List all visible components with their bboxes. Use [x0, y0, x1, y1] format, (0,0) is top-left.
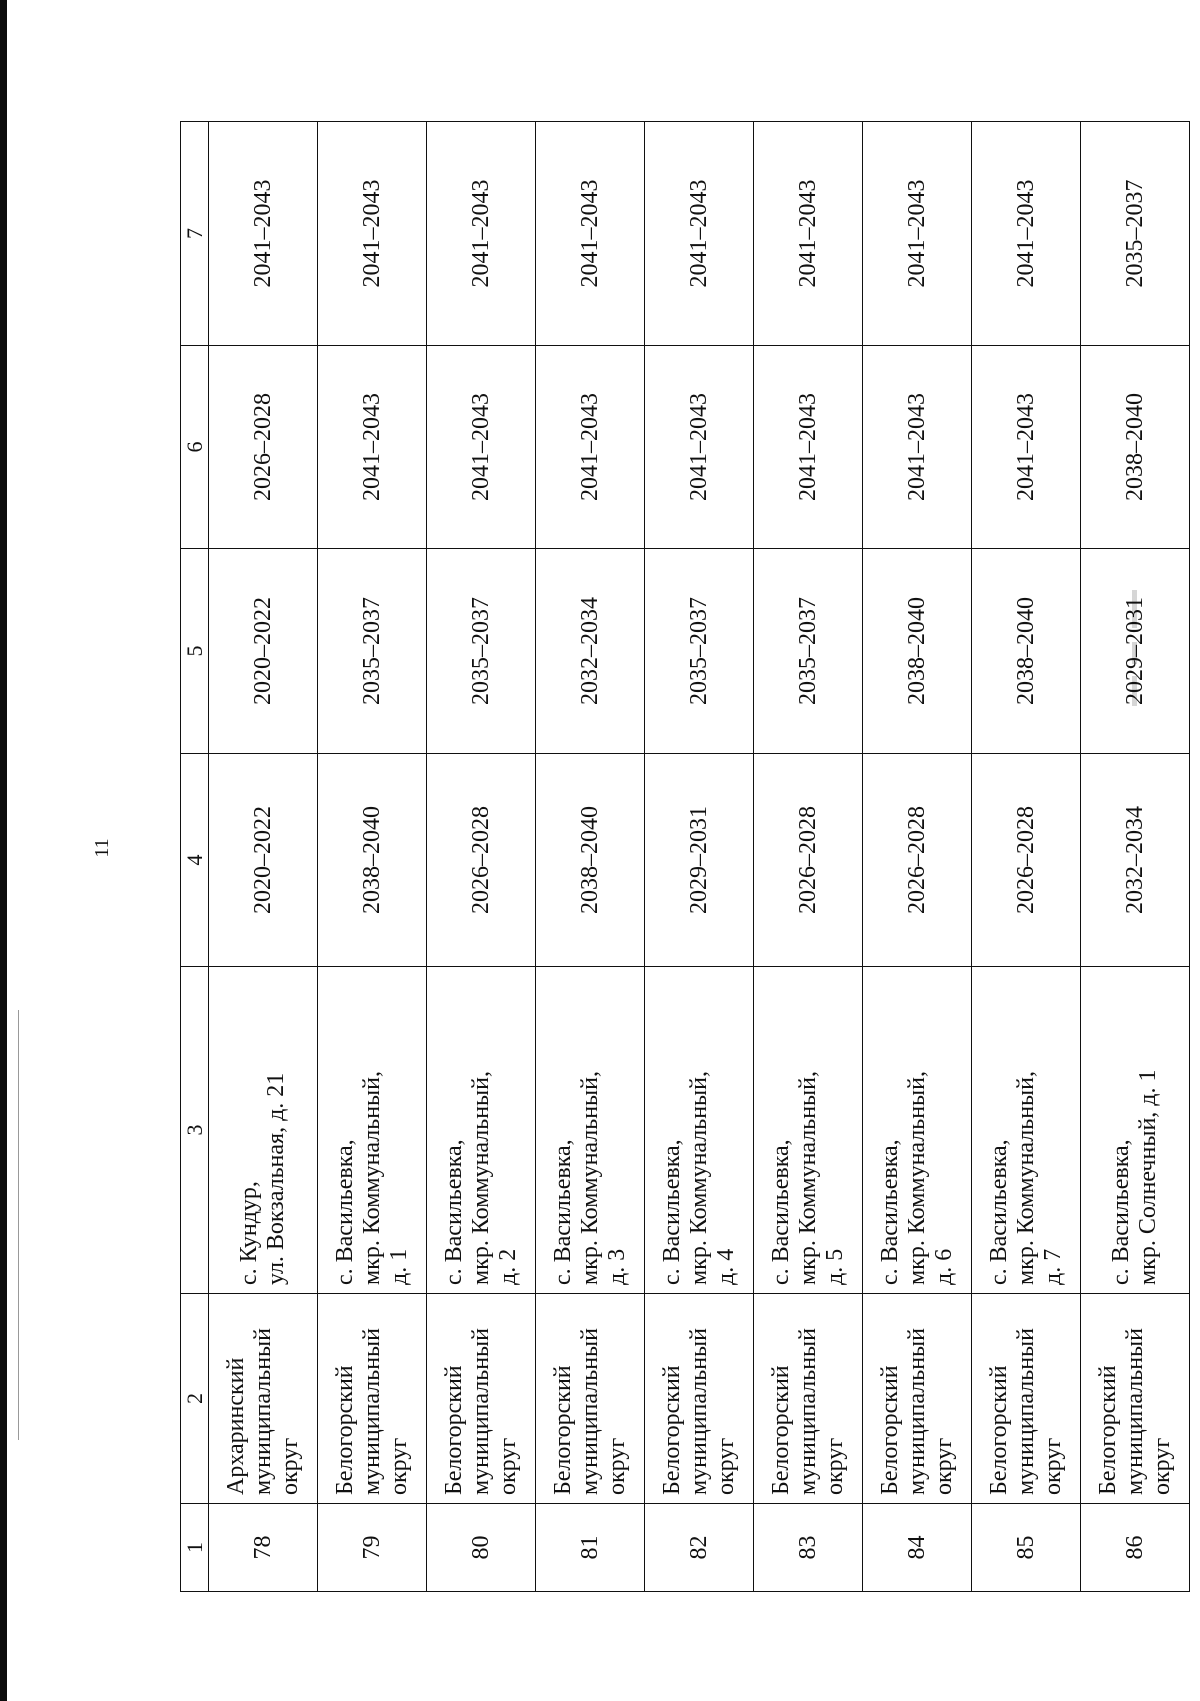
page-number: 11	[91, 838, 113, 858]
table-row	[536, 122, 645, 1592]
district-line: округ	[385, 1437, 412, 1495]
row-number: 86	[1081, 1504, 1190, 1592]
district-line: округ	[1039, 1437, 1066, 1495]
district-cell	[863, 1294, 972, 1504]
column-number: 6	[181, 346, 209, 549]
district-line: округ	[276, 1437, 303, 1495]
row-number: 78	[209, 1504, 318, 1592]
district-line: Белогорский	[1094, 1365, 1121, 1495]
district-line: округ	[930, 1437, 957, 1495]
district-line: Белогорский	[331, 1365, 358, 1495]
period-col5: 2035–2037	[754, 549, 863, 754]
address-line: с. Васильевка,	[549, 1139, 576, 1285]
period-col7: 2041–2043	[427, 122, 536, 346]
period-col6: 2041–2043	[754, 346, 863, 549]
period-col4: 2032–2034	[1081, 754, 1190, 967]
period-col6: 2038–2040	[1081, 346, 1190, 549]
period-col4: 2026–2028	[972, 754, 1081, 967]
district-line: муниципальный	[576, 1327, 603, 1495]
district-line: муниципальный	[249, 1327, 276, 1495]
district-line: Белогорский	[985, 1365, 1012, 1495]
address-line: мкр. Коммунальный,	[685, 1070, 712, 1285]
column-number: 1	[181, 1504, 209, 1592]
column-number: 4	[181, 754, 209, 967]
address-line: с. Васильевка,	[1108, 1139, 1134, 1285]
district-line: округ	[712, 1437, 739, 1495]
period-col6: 2026–2028	[209, 346, 318, 549]
district-line: муниципальный	[685, 1327, 712, 1495]
address-cell	[645, 967, 754, 1294]
column-number: 2	[181, 1294, 209, 1504]
scan-edge	[0, 0, 7, 1701]
address-cell	[427, 967, 536, 1294]
address-cell	[972, 967, 1081, 1294]
address-cell	[318, 967, 427, 1294]
period-col5: 2038–2040	[863, 549, 972, 754]
table-row	[754, 122, 863, 1592]
period-col7: 2041–2043	[645, 122, 754, 346]
address-line: мкр. Коммунальный,	[576, 1070, 603, 1285]
period-col7: 2041–2043	[972, 122, 1081, 346]
address-line: д. 7	[1039, 1248, 1066, 1285]
period-col6: 2041–2043	[645, 346, 754, 549]
period-col7: 2041–2043	[318, 122, 427, 346]
district-line: Архаринский	[222, 1357, 249, 1495]
period-col5: 2020–2022	[209, 549, 318, 754]
address-line: д. 3	[603, 1248, 630, 1285]
district-cell	[972, 1294, 1081, 1504]
period-col4: 2026–2028	[427, 754, 536, 967]
period-col4: 2026–2028	[754, 754, 863, 967]
period-col5: 2035–2037	[427, 549, 536, 754]
address-line: с. Васильевка,	[658, 1139, 685, 1285]
table-row	[427, 122, 536, 1592]
column-number: 7	[181, 122, 209, 346]
table-row	[972, 122, 1081, 1592]
address-line: с. Васильевка,	[440, 1139, 467, 1285]
row-number: 82	[645, 1504, 754, 1592]
period-col4: 2020–2022	[209, 754, 318, 967]
row-number: 81	[536, 1504, 645, 1592]
period-col5: 2029–2031	[1081, 549, 1190, 754]
district-line: округ	[1148, 1437, 1175, 1495]
address-cell	[1081, 967, 1190, 1294]
period-col4: 2038–2040	[318, 754, 427, 967]
row-number: 84	[863, 1504, 972, 1592]
table-row	[209, 122, 318, 1592]
district-line: муниципальный	[467, 1327, 494, 1495]
period-col6: 2041–2043	[972, 346, 1081, 549]
district-cell	[427, 1294, 536, 1504]
table-row	[1081, 122, 1190, 1592]
period-col6: 2041–2043	[318, 346, 427, 549]
column-number: 3	[181, 967, 209, 1294]
scan-line	[18, 1010, 19, 1440]
district-line: Белогорский	[440, 1365, 467, 1495]
period-col4: 2038–2040	[536, 754, 645, 967]
period-col5: 2038–2040	[972, 549, 1081, 754]
row-number: 80	[427, 1504, 536, 1592]
row-number: 85	[972, 1504, 1081, 1592]
district-cell	[209, 1294, 318, 1504]
period-col7: 2041–2043	[536, 122, 645, 346]
period-col6: 2041–2043	[863, 346, 972, 549]
table-row	[318, 122, 427, 1592]
period-col7: 2041–2043	[754, 122, 863, 346]
district-line: округ	[603, 1437, 630, 1495]
address-line: д. 5	[821, 1248, 848, 1285]
district-line: округ	[494, 1437, 521, 1495]
district-line: округ	[821, 1437, 848, 1495]
period-col4: 2026–2028	[863, 754, 972, 967]
period-col6: 2041–2043	[427, 346, 536, 549]
address-line: д. 1	[385, 1248, 412, 1285]
address-line: с. Васильевка,	[985, 1139, 1012, 1285]
period-col5: 2035–2037	[645, 549, 754, 754]
district-line: муниципальный	[358, 1327, 385, 1495]
district-line: муниципальный	[1012, 1327, 1039, 1495]
schedule-table	[180, 121, 1190, 1592]
column-number: 5	[181, 549, 209, 754]
row-number: 83	[754, 1504, 863, 1592]
address-line: д. 4	[712, 1248, 739, 1285]
period-col7: 2041–2043	[209, 122, 318, 346]
address-line: мкр. Коммунальный,	[358, 1070, 385, 1285]
period-col5: 2035–2037	[318, 549, 427, 754]
address-cell	[536, 967, 645, 1294]
period-col6: 2041–2043	[536, 346, 645, 549]
column-number-row	[181, 122, 209, 1592]
district-line: Белогорский	[876, 1365, 903, 1495]
district-line: Белогорский	[549, 1365, 576, 1495]
address-line: ул. Вокзальная, д. 21	[263, 1072, 289, 1285]
period-col7: 2041–2043	[863, 122, 972, 346]
district-cell	[645, 1294, 754, 1504]
address-line: д. 2	[494, 1248, 521, 1285]
address-line: мкр. Коммунальный,	[903, 1070, 930, 1285]
address-line: мкр. Солнечный, д. 1	[1135, 1069, 1161, 1285]
row-number: 79	[318, 1504, 427, 1592]
address-cell	[754, 967, 863, 1294]
table-container	[180, 122, 1190, 1592]
address-line: д. 6	[930, 1248, 957, 1285]
district-line: муниципальный	[903, 1327, 930, 1495]
table-row	[863, 122, 972, 1592]
address-line: мкр. Коммунальный,	[794, 1070, 821, 1285]
district-cell	[318, 1294, 427, 1504]
address-line: с. Васильевка,	[767, 1139, 794, 1285]
period-col5: 2032–2034	[536, 549, 645, 754]
address-cell	[209, 967, 318, 1294]
period-col4: 2029–2031	[645, 754, 754, 967]
address-cell	[863, 967, 972, 1294]
district-cell	[536, 1294, 645, 1504]
address-line: с. Кундур,	[236, 1181, 262, 1285]
district-cell	[1081, 1294, 1190, 1504]
address-line: с. Васильевка,	[876, 1139, 903, 1285]
table-row	[645, 122, 754, 1592]
district-line: Белогорский	[767, 1365, 794, 1495]
district-line: муниципальный	[794, 1327, 821, 1495]
district-line: Белогорский	[658, 1365, 685, 1495]
address-line: мкр. Коммунальный,	[467, 1070, 494, 1285]
address-line: мкр. Коммунальный,	[1012, 1070, 1039, 1285]
district-line: муниципальный	[1121, 1327, 1148, 1495]
district-cell	[754, 1294, 863, 1504]
address-line: с. Васильевка,	[331, 1139, 358, 1285]
period-col7: 2035–2037	[1081, 122, 1190, 346]
